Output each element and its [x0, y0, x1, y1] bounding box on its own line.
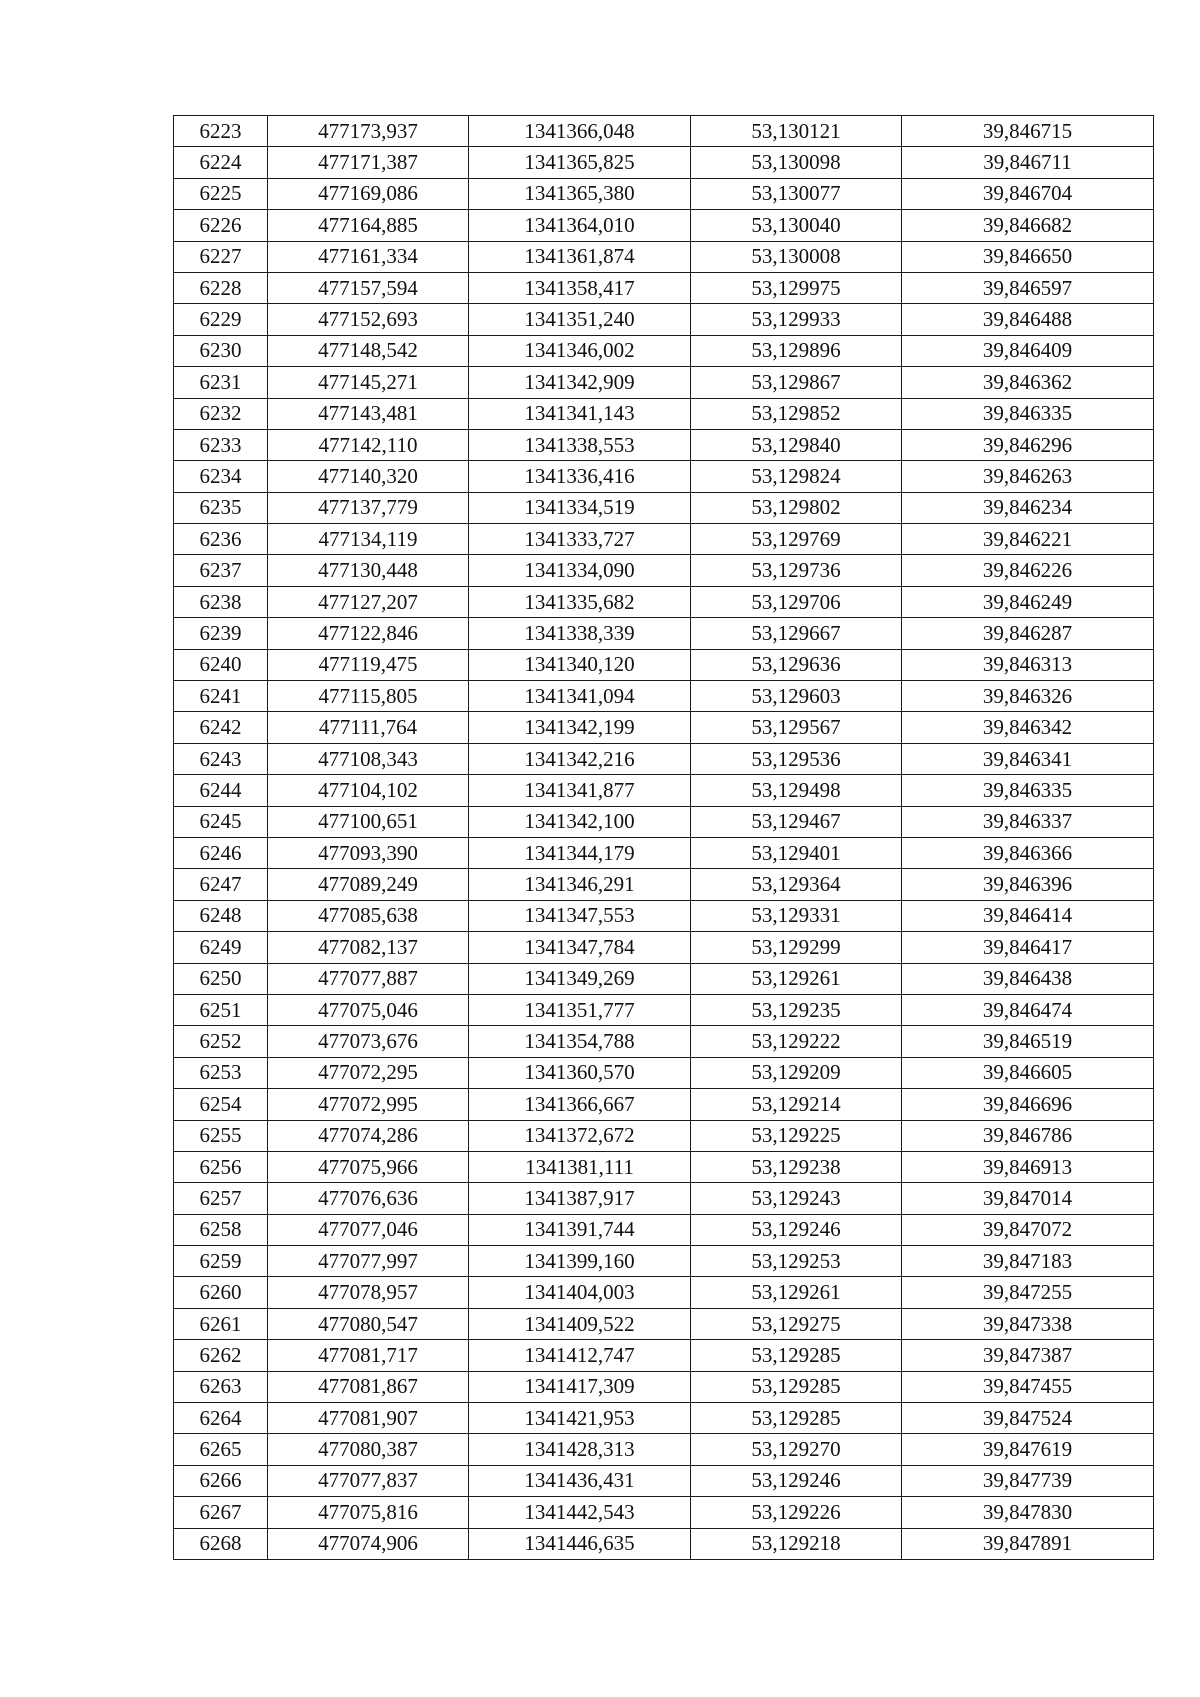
- latitude-cell: 53,129270: [691, 1434, 902, 1465]
- y-coordinate-cell: 1341338,553: [469, 429, 691, 460]
- longitude-cell: 39,847455: [902, 1371, 1154, 1402]
- y-coordinate-cell: 1341381,111: [469, 1151, 691, 1182]
- point-number-cell: 6254: [174, 1089, 268, 1120]
- longitude-cell: 39,846519: [902, 1026, 1154, 1057]
- longitude-cell: 39,846234: [902, 492, 1154, 523]
- table-row: [174, 1214, 1154, 1245]
- longitude-cell: 39,847739: [902, 1465, 1154, 1496]
- table-row: [174, 837, 1154, 868]
- table-row: [174, 524, 1154, 555]
- table-row: [174, 1026, 1154, 1057]
- x-coordinate-cell: 477077,997: [268, 1246, 469, 1277]
- x-coordinate-cell: 477100,651: [268, 806, 469, 837]
- longitude-cell: 39,846396: [902, 869, 1154, 900]
- latitude-cell: 53,129285: [691, 1371, 902, 1402]
- latitude-cell: 53,129299: [691, 932, 902, 963]
- latitude-cell: 53,129852: [691, 398, 902, 429]
- y-coordinate-cell: 1341366,048: [469, 116, 691, 147]
- latitude-cell: 53,129636: [691, 649, 902, 680]
- table-row: [174, 398, 1154, 429]
- longitude-cell: 39,846249: [902, 586, 1154, 617]
- point-number-cell: 6257: [174, 1183, 268, 1214]
- table-row: [174, 994, 1154, 1025]
- latitude-cell: 53,130008: [691, 241, 902, 272]
- point-number-cell: 6226: [174, 210, 268, 241]
- y-coordinate-cell: 1341446,635: [469, 1528, 691, 1559]
- x-coordinate-cell: 477148,542: [268, 335, 469, 366]
- latitude-cell: 53,130040: [691, 210, 902, 241]
- y-coordinate-cell: 1341338,339: [469, 618, 691, 649]
- x-coordinate-cell: 477108,343: [268, 743, 469, 774]
- x-coordinate-cell: 477072,295: [268, 1057, 469, 1088]
- table-row: [174, 618, 1154, 649]
- point-number-cell: 6260: [174, 1277, 268, 1308]
- latitude-cell: 53,129246: [691, 1214, 902, 1245]
- longitude-cell: 39,846313: [902, 649, 1154, 680]
- table-row: [174, 586, 1154, 617]
- table-row: [174, 1308, 1154, 1339]
- table-row: [174, 241, 1154, 272]
- table-row: [174, 1465, 1154, 1496]
- table-row: [174, 429, 1154, 460]
- latitude-cell: 53,130077: [691, 178, 902, 209]
- x-coordinate-cell: 477076,636: [268, 1183, 469, 1214]
- latitude-cell: 53,129218: [691, 1528, 902, 1559]
- table-row: [174, 775, 1154, 806]
- point-number-cell: 6263: [174, 1371, 268, 1402]
- y-coordinate-cell: 1341366,667: [469, 1089, 691, 1120]
- longitude-cell: 39,846296: [902, 429, 1154, 460]
- point-number-cell: 6253: [174, 1057, 268, 1088]
- latitude-cell: 53,129896: [691, 335, 902, 366]
- y-coordinate-cell: 1341335,682: [469, 586, 691, 617]
- latitude-cell: 53,129498: [691, 775, 902, 806]
- x-coordinate-cell: 477072,995: [268, 1089, 469, 1120]
- x-coordinate-cell: 477081,907: [268, 1403, 469, 1434]
- point-number-cell: 6249: [174, 932, 268, 963]
- latitude-cell: 53,129536: [691, 743, 902, 774]
- y-coordinate-cell: 1341436,431: [469, 1465, 691, 1496]
- point-number-cell: 6245: [174, 806, 268, 837]
- y-coordinate-cell: 1341391,744: [469, 1214, 691, 1245]
- y-coordinate-cell: 1341399,160: [469, 1246, 691, 1277]
- point-number-cell: 6261: [174, 1308, 268, 1339]
- x-coordinate-cell: 477077,046: [268, 1214, 469, 1245]
- latitude-cell: 53,129933: [691, 304, 902, 335]
- x-coordinate-cell: 477122,846: [268, 618, 469, 649]
- latitude-cell: 53,129331: [691, 900, 902, 931]
- point-number-cell: 6262: [174, 1340, 268, 1371]
- latitude-cell: 53,129238: [691, 1151, 902, 1182]
- table-row: [174, 743, 1154, 774]
- longitude-cell: 39,847891: [902, 1528, 1154, 1559]
- x-coordinate-cell: 477075,966: [268, 1151, 469, 1182]
- latitude-cell: 53,129261: [691, 1277, 902, 1308]
- table-row: [174, 932, 1154, 963]
- x-coordinate-cell: 477137,779: [268, 492, 469, 523]
- y-coordinate-cell: 1341417,309: [469, 1371, 691, 1402]
- point-number-cell: 6224: [174, 147, 268, 178]
- point-number-cell: 6228: [174, 272, 268, 303]
- latitude-cell: 53,129235: [691, 994, 902, 1025]
- x-coordinate-cell: 477077,887: [268, 963, 469, 994]
- point-number-cell: 6267: [174, 1497, 268, 1528]
- latitude-cell: 53,129603: [691, 681, 902, 712]
- longitude-cell: 39,846414: [902, 900, 1154, 931]
- x-coordinate-cell: 477134,119: [268, 524, 469, 555]
- latitude-cell: 53,129246: [691, 1465, 902, 1496]
- point-number-cell: 6223: [174, 116, 268, 147]
- x-coordinate-cell: 477157,594: [268, 272, 469, 303]
- coordinates-table: [173, 115, 1154, 1560]
- table-row: [174, 1528, 1154, 1559]
- longitude-cell: 39,846341: [902, 743, 1154, 774]
- longitude-cell: 39,846335: [902, 398, 1154, 429]
- x-coordinate-cell: 477104,102: [268, 775, 469, 806]
- table-row: [174, 712, 1154, 743]
- y-coordinate-cell: 1341342,216: [469, 743, 691, 774]
- longitude-cell: 39,847830: [902, 1497, 1154, 1528]
- latitude-cell: 53,129736: [691, 555, 902, 586]
- table-row: [174, 649, 1154, 680]
- point-number-cell: 6238: [174, 586, 268, 617]
- x-coordinate-cell: 477075,046: [268, 994, 469, 1025]
- longitude-cell: 39,846366: [902, 837, 1154, 868]
- latitude-cell: 53,129214: [691, 1089, 902, 1120]
- coordinates-table-body: [174, 116, 1154, 1560]
- latitude-cell: 53,129285: [691, 1403, 902, 1434]
- table-row: [174, 147, 1154, 178]
- longitude-cell: 39,846438: [902, 963, 1154, 994]
- longitude-cell: 39,847619: [902, 1434, 1154, 1465]
- latitude-cell: 53,129401: [691, 837, 902, 868]
- y-coordinate-cell: 1341336,416: [469, 461, 691, 492]
- table-row: [174, 1403, 1154, 1434]
- x-coordinate-cell: 477142,110: [268, 429, 469, 460]
- latitude-cell: 53,129225: [691, 1120, 902, 1151]
- point-number-cell: 6266: [174, 1465, 268, 1496]
- x-coordinate-cell: 477145,271: [268, 367, 469, 398]
- point-number-cell: 6251: [174, 994, 268, 1025]
- point-number-cell: 6265: [174, 1434, 268, 1465]
- y-coordinate-cell: 1341372,672: [469, 1120, 691, 1151]
- point-number-cell: 6236: [174, 524, 268, 555]
- y-coordinate-cell: 1341387,917: [469, 1183, 691, 1214]
- table-row: [174, 555, 1154, 586]
- point-number-cell: 6225: [174, 178, 268, 209]
- x-coordinate-cell: 477078,957: [268, 1277, 469, 1308]
- latitude-cell: 53,129243: [691, 1183, 902, 1214]
- y-coordinate-cell: 1341341,143: [469, 398, 691, 429]
- longitude-cell: 39,846650: [902, 241, 1154, 272]
- table-row: [174, 335, 1154, 366]
- table-row: [174, 963, 1154, 994]
- x-coordinate-cell: 477075,816: [268, 1497, 469, 1528]
- x-coordinate-cell: 477074,906: [268, 1528, 469, 1559]
- y-coordinate-cell: 1341342,100: [469, 806, 691, 837]
- point-number-cell: 6229: [174, 304, 268, 335]
- table-row: [174, 1371, 1154, 1402]
- y-coordinate-cell: 1341428,313: [469, 1434, 691, 1465]
- latitude-cell: 53,129275: [691, 1308, 902, 1339]
- point-number-cell: 6234: [174, 461, 268, 492]
- longitude-cell: 39,847183: [902, 1246, 1154, 1277]
- table-row: [174, 1497, 1154, 1528]
- y-coordinate-cell: 1341341,094: [469, 681, 691, 712]
- y-coordinate-cell: 1341409,522: [469, 1308, 691, 1339]
- longitude-cell: 39,846786: [902, 1120, 1154, 1151]
- point-number-cell: 6250: [174, 963, 268, 994]
- point-number-cell: 6241: [174, 681, 268, 712]
- latitude-cell: 53,130098: [691, 147, 902, 178]
- y-coordinate-cell: 1341340,120: [469, 649, 691, 680]
- point-number-cell: 6237: [174, 555, 268, 586]
- table-row: [174, 116, 1154, 147]
- x-coordinate-cell: 477073,676: [268, 1026, 469, 1057]
- latitude-cell: 53,129209: [691, 1057, 902, 1088]
- latitude-cell: 53,129706: [691, 586, 902, 617]
- y-coordinate-cell: 1341347,784: [469, 932, 691, 963]
- latitude-cell: 53,130121: [691, 116, 902, 147]
- y-coordinate-cell: 1341334,519: [469, 492, 691, 523]
- table-row: [174, 1277, 1154, 1308]
- y-coordinate-cell: 1341341,877: [469, 775, 691, 806]
- longitude-cell: 39,846362: [902, 367, 1154, 398]
- point-number-cell: 6256: [174, 1151, 268, 1182]
- table-row: [174, 1183, 1154, 1214]
- point-number-cell: 6230: [174, 335, 268, 366]
- point-number-cell: 6240: [174, 649, 268, 680]
- x-coordinate-cell: 477164,885: [268, 210, 469, 241]
- point-number-cell: 6258: [174, 1214, 268, 1245]
- y-coordinate-cell: 1341346,002: [469, 335, 691, 366]
- y-coordinate-cell: 1341412,747: [469, 1340, 691, 1371]
- table-row: [174, 1089, 1154, 1120]
- table-row: [174, 178, 1154, 209]
- y-coordinate-cell: 1341349,269: [469, 963, 691, 994]
- longitude-cell: 39,846474: [902, 994, 1154, 1025]
- x-coordinate-cell: 477085,638: [268, 900, 469, 931]
- point-number-cell: 6231: [174, 367, 268, 398]
- table-row: [174, 272, 1154, 303]
- longitude-cell: 39,846287: [902, 618, 1154, 649]
- table-row: [174, 304, 1154, 335]
- point-number-cell: 6268: [174, 1528, 268, 1559]
- table-row: [174, 1340, 1154, 1371]
- x-coordinate-cell: 477081,867: [268, 1371, 469, 1402]
- point-number-cell: 6243: [174, 743, 268, 774]
- x-coordinate-cell: 477169,086: [268, 178, 469, 209]
- longitude-cell: 39,846488: [902, 304, 1154, 335]
- table-row: [174, 1151, 1154, 1182]
- x-coordinate-cell: 477143,481: [268, 398, 469, 429]
- x-coordinate-cell: 477080,547: [268, 1308, 469, 1339]
- y-coordinate-cell: 1341334,090: [469, 555, 691, 586]
- latitude-cell: 53,129222: [691, 1026, 902, 1057]
- y-coordinate-cell: 1341360,570: [469, 1057, 691, 1088]
- table-row: [174, 806, 1154, 837]
- table-row: [174, 492, 1154, 523]
- x-coordinate-cell: 477082,137: [268, 932, 469, 963]
- longitude-cell: 39,846226: [902, 555, 1154, 586]
- longitude-cell: 39,847338: [902, 1308, 1154, 1339]
- y-coordinate-cell: 1341347,553: [469, 900, 691, 931]
- y-coordinate-cell: 1341365,380: [469, 178, 691, 209]
- longitude-cell: 39,846337: [902, 806, 1154, 837]
- latitude-cell: 53,129467: [691, 806, 902, 837]
- x-coordinate-cell: 477077,837: [268, 1465, 469, 1496]
- table-row: [174, 210, 1154, 241]
- x-coordinate-cell: 477173,937: [268, 116, 469, 147]
- y-coordinate-cell: 1341404,003: [469, 1277, 691, 1308]
- y-coordinate-cell: 1341342,199: [469, 712, 691, 743]
- longitude-cell: 39,847255: [902, 1277, 1154, 1308]
- point-number-cell: 6259: [174, 1246, 268, 1277]
- y-coordinate-cell: 1341421,953: [469, 1403, 691, 1434]
- y-coordinate-cell: 1341333,727: [469, 524, 691, 555]
- table-row: [174, 1057, 1154, 1088]
- latitude-cell: 53,129840: [691, 429, 902, 460]
- longitude-cell: 39,846342: [902, 712, 1154, 743]
- longitude-cell: 39,846409: [902, 335, 1154, 366]
- table-row: [174, 461, 1154, 492]
- table-row: [174, 1434, 1154, 1465]
- latitude-cell: 53,129567: [691, 712, 902, 743]
- longitude-cell: 39,846326: [902, 681, 1154, 712]
- y-coordinate-cell: 1341358,417: [469, 272, 691, 303]
- latitude-cell: 53,129769: [691, 524, 902, 555]
- table-row: [174, 681, 1154, 712]
- point-number-cell: 6232: [174, 398, 268, 429]
- latitude-cell: 53,129285: [691, 1340, 902, 1371]
- longitude-cell: 39,846682: [902, 210, 1154, 241]
- x-coordinate-cell: 477152,693: [268, 304, 469, 335]
- point-number-cell: 6239: [174, 618, 268, 649]
- y-coordinate-cell: 1341346,291: [469, 869, 691, 900]
- x-coordinate-cell: 477161,334: [268, 241, 469, 272]
- x-coordinate-cell: 477127,207: [268, 586, 469, 617]
- longitude-cell: 39,846597: [902, 272, 1154, 303]
- table-row: [174, 869, 1154, 900]
- point-number-cell: 6244: [174, 775, 268, 806]
- table-row: [174, 900, 1154, 931]
- x-coordinate-cell: 477171,387: [268, 147, 469, 178]
- x-coordinate-cell: 477089,249: [268, 869, 469, 900]
- x-coordinate-cell: 477074,286: [268, 1120, 469, 1151]
- longitude-cell: 39,846704: [902, 178, 1154, 209]
- point-number-cell: 6235: [174, 492, 268, 523]
- table-row: [174, 367, 1154, 398]
- point-number-cell: 6255: [174, 1120, 268, 1151]
- longitude-cell: 39,846605: [902, 1057, 1154, 1088]
- point-number-cell: 6247: [174, 869, 268, 900]
- latitude-cell: 53,129226: [691, 1497, 902, 1528]
- y-coordinate-cell: 1341351,777: [469, 994, 691, 1025]
- y-coordinate-cell: 1341342,909: [469, 367, 691, 398]
- longitude-cell: 39,846417: [902, 932, 1154, 963]
- y-coordinate-cell: 1341354,788: [469, 1026, 691, 1057]
- point-number-cell: 6264: [174, 1403, 268, 1434]
- x-coordinate-cell: 477140,320: [268, 461, 469, 492]
- longitude-cell: 39,847014: [902, 1183, 1154, 1214]
- longitude-cell: 39,847524: [902, 1403, 1154, 1434]
- x-coordinate-cell: 477080,387: [268, 1434, 469, 1465]
- longitude-cell: 39,846696: [902, 1089, 1154, 1120]
- longitude-cell: 39,846263: [902, 461, 1154, 492]
- longitude-cell: 39,847387: [902, 1340, 1154, 1371]
- latitude-cell: 53,129261: [691, 963, 902, 994]
- point-number-cell: 6242: [174, 712, 268, 743]
- x-coordinate-cell: 477130,448: [268, 555, 469, 586]
- latitude-cell: 53,129824: [691, 461, 902, 492]
- latitude-cell: 53,129975: [691, 272, 902, 303]
- x-coordinate-cell: 477119,475: [268, 649, 469, 680]
- y-coordinate-cell: 1341351,240: [469, 304, 691, 335]
- x-coordinate-cell: 477111,764: [268, 712, 469, 743]
- y-coordinate-cell: 1341365,825: [469, 147, 691, 178]
- x-coordinate-cell: 477081,717: [268, 1340, 469, 1371]
- y-coordinate-cell: 1341442,543: [469, 1497, 691, 1528]
- longitude-cell: 39,846715: [902, 116, 1154, 147]
- latitude-cell: 53,129667: [691, 618, 902, 649]
- table-row: [174, 1246, 1154, 1277]
- longitude-cell: 39,846913: [902, 1151, 1154, 1182]
- y-coordinate-cell: 1341361,874: [469, 241, 691, 272]
- table-row: [174, 1120, 1154, 1151]
- point-number-cell: 6227: [174, 241, 268, 272]
- point-number-cell: 6246: [174, 837, 268, 868]
- latitude-cell: 53,129867: [691, 367, 902, 398]
- latitude-cell: 53,129364: [691, 869, 902, 900]
- latitude-cell: 53,129253: [691, 1246, 902, 1277]
- point-number-cell: 6252: [174, 1026, 268, 1057]
- point-number-cell: 6233: [174, 429, 268, 460]
- y-coordinate-cell: 1341364,010: [469, 210, 691, 241]
- y-coordinate-cell: 1341344,179: [469, 837, 691, 868]
- latitude-cell: 53,129802: [691, 492, 902, 523]
- longitude-cell: 39,846335: [902, 775, 1154, 806]
- longitude-cell: 39,846711: [902, 147, 1154, 178]
- longitude-cell: 39,847072: [902, 1214, 1154, 1245]
- x-coordinate-cell: 477115,805: [268, 681, 469, 712]
- longitude-cell: 39,846221: [902, 524, 1154, 555]
- x-coordinate-cell: 477093,390: [268, 837, 469, 868]
- point-number-cell: 6248: [174, 900, 268, 931]
